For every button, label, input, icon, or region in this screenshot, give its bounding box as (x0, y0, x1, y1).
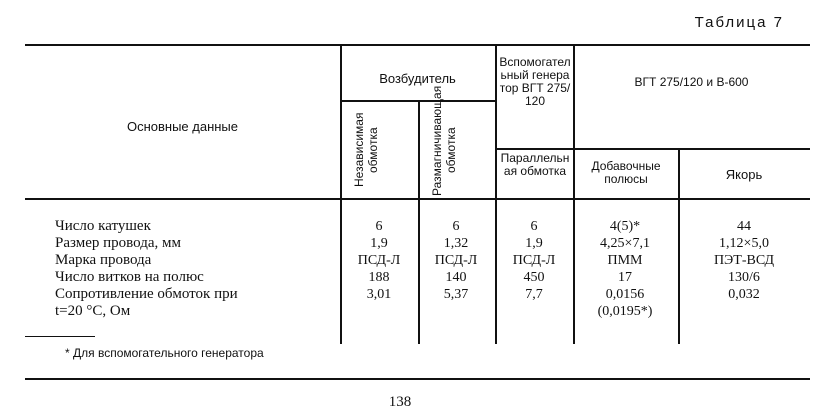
header-sub-demagnetizing: Размагничивающая обмотка (430, 85, 458, 196)
table-cell: 1,32 (443, 236, 469, 251)
row-label: t=20 °С, Ом (55, 303, 131, 319)
table-caption: Таблица 7 (694, 14, 784, 31)
table-cell: 0,032 (728, 287, 760, 302)
table-cell: 130/6 (728, 270, 760, 285)
page-number: 138 (388, 394, 412, 410)
table-cell: 6 (375, 219, 383, 234)
footnote: * Для вспомогательного генератора (65, 346, 264, 360)
table-cell: ПСД-Л (512, 253, 556, 268)
table-cell: 44 (737, 219, 751, 234)
table-cell: 1,12×5,0 (719, 236, 769, 251)
footnote-rule (25, 336, 95, 337)
header-main-label: Основные данные (126, 119, 239, 134)
table-bottom-rule (25, 378, 810, 380)
table-cell: 450 (523, 270, 545, 285)
table-cell: ПСД-Л (357, 253, 401, 268)
header-group-exciter: Возбудитель (379, 71, 456, 86)
header-group-vgt: ВГТ 275/120 и В-600 (634, 75, 749, 89)
table-cell: ПСД-Л (434, 253, 478, 268)
table-cell: 0,0156 (605, 287, 645, 302)
table-cell: ПЭТ-ВСД (713, 253, 775, 268)
header-mid-rule-vgt (573, 148, 810, 150)
header-aux-generator: Вспомогательный генератор ВГТ 275/120 (499, 55, 571, 108)
table-cell: 140 (445, 270, 467, 285)
table-cell: 188 (368, 270, 390, 285)
row-label: Сопротивление обмоток при (55, 286, 238, 302)
header-mid-rule-aux (495, 148, 573, 150)
table-cell: 6 (530, 219, 538, 234)
table-cell: 3,01 (366, 287, 392, 302)
row-label: Число витков на полюс (55, 269, 204, 285)
row-label: Число катушек (55, 218, 151, 234)
table-top-rule (25, 44, 810, 46)
table-cell: 6 (452, 219, 460, 234)
header-sub-parallel: Параллельная обмотка (500, 151, 570, 178)
table-cell: ПММ (607, 253, 643, 268)
table-cell: 17 (618, 270, 632, 285)
table-cell: 4,25×7,1 (600, 236, 650, 251)
row-label: Размер провода, мм (55, 235, 181, 251)
table-cell: 1,9 (525, 236, 543, 251)
header-sub-independent: Независимая обмотка (352, 112, 380, 188)
header-sub-additional-poles: Добавочные полюсы (591, 159, 661, 186)
table-cell: 5,37 (443, 287, 469, 302)
table-cell: 4(5)* (609, 219, 641, 234)
table-cell: 1,9 (370, 236, 388, 251)
table-cell: (0,0195*) (597, 304, 653, 319)
table-cell: 7,7 (525, 287, 543, 302)
row-label: Марка провода (55, 252, 152, 268)
header-sub-armature: Якорь (725, 167, 763, 182)
